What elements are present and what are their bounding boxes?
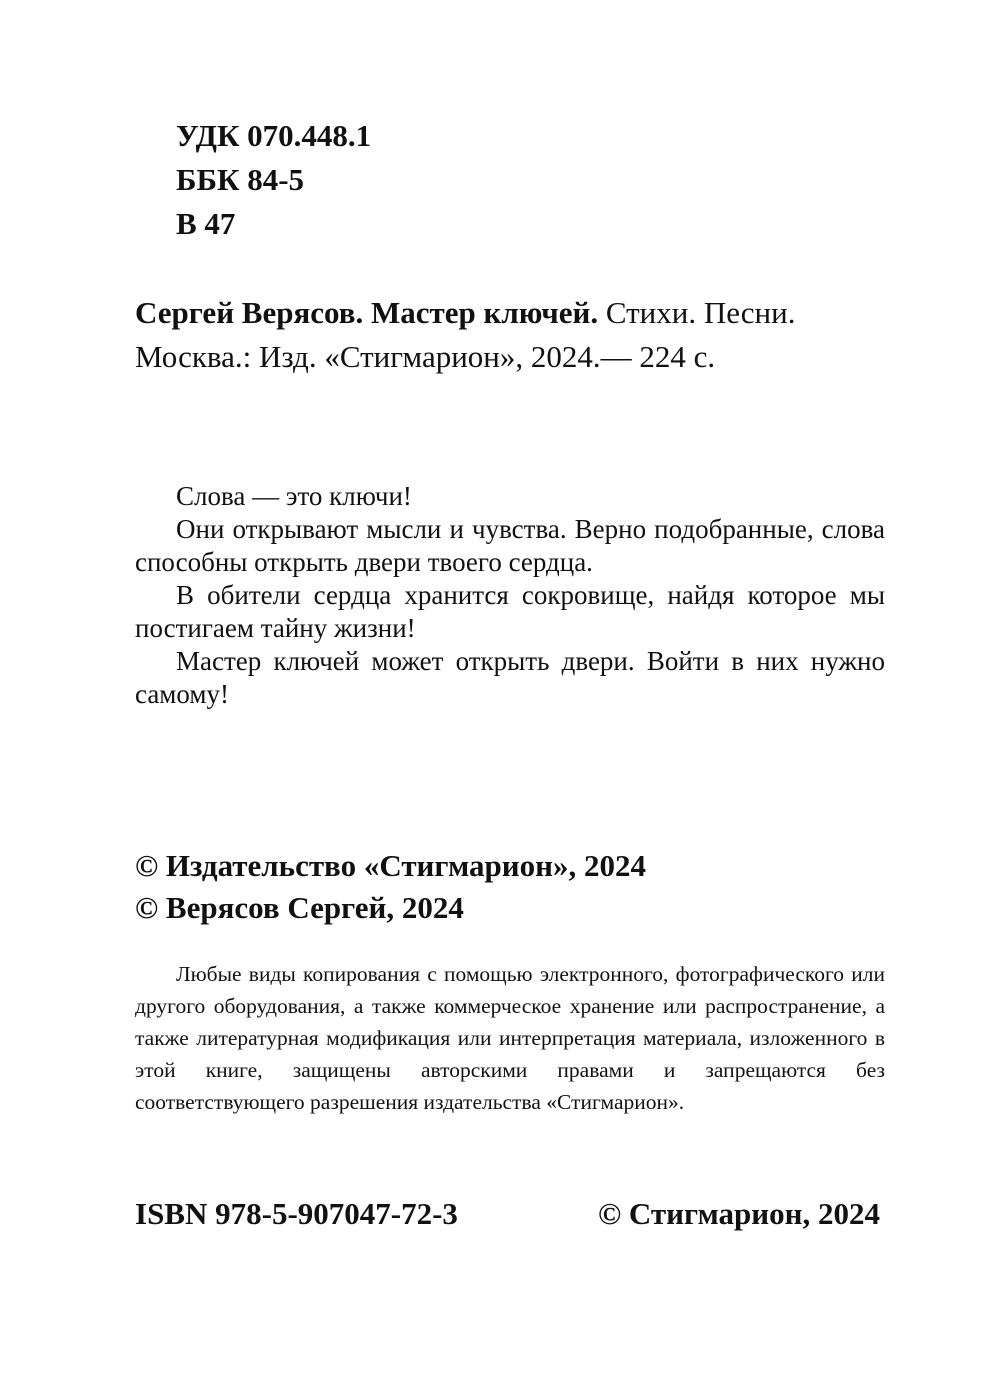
isbn: ISBN 978-5-907047-72-3 [135, 1196, 458, 1231]
author-copyright: © Верясов Сергей, 2024 [135, 890, 464, 925]
annotation-paragraph: Слова — это ключи! [176, 481, 412, 511]
copyright-block [135, 845, 646, 929]
footer-copyright: © Стигмарион, 2024 [597, 1196, 880, 1231]
classification-block [176, 114, 371, 246]
publisher-copyright: © Издательство «Стигмарион», 2024 [135, 848, 646, 883]
annotation-paragraph: В обители сердца хранится сокровище, найдя которое мы постигаем тайну жизни! [135, 580, 885, 643]
author-and-title: Сергей Верясов. Мастер ключей. [135, 295, 599, 330]
bbk-code: ББК 84-5 [176, 162, 305, 197]
bibliography-title-line [135, 291, 895, 335]
annotation [135, 480, 885, 711]
genre: Стихи. Песни. [598, 295, 796, 330]
legal-notice-text: Любые виды копирования с помощью электронного, фотографического или другого оборудования, а также коммерческое хранение или распространение, а также литературная модификация или интерпретация материала, изложенного в этой книге, защищены авторскими правами и запрещаются без соответствующего разрешения издательства «Стигмарион». [135, 962, 885, 1114]
udk-code: УДК 070.448.1 [176, 118, 372, 153]
annotation-paragraph: Они открывают мысли и чувства. Верно подобранные, слова способны открыть двери твоего сердца. [135, 514, 885, 577]
legal-notice [135, 958, 885, 1118]
bibliographic-record [135, 291, 895, 379]
author-mark: В 47 [176, 206, 236, 241]
annotation-paragraph: Мастер ключей может открыть двери. Войти в них нужно самому! [135, 646, 885, 709]
imprint: Москва.: Изд. «Стигмарион», 2024.— 224 с. [135, 339, 716, 374]
footer [135, 1194, 880, 1234]
